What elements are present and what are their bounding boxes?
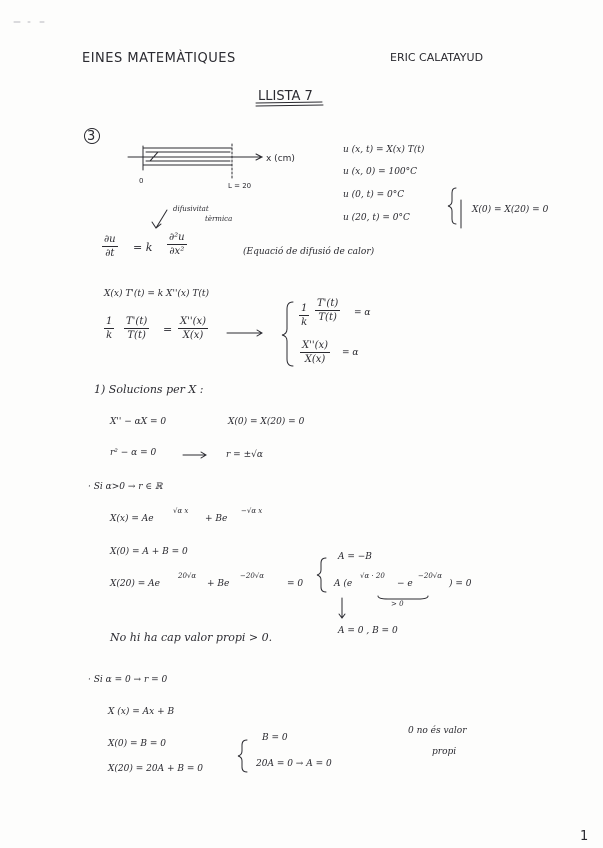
- sep-x-den: X(x): [182, 330, 204, 341]
- annotation-line2: tèrmica: [205, 215, 233, 223]
- sep-eq: =: [163, 323, 173, 336]
- system-factor-b-exp: −20√α: [418, 572, 442, 580]
- system-brace: [282, 302, 293, 366]
- case-zero-x0: X(0) = B = 0: [108, 739, 167, 749]
- annotation-line1: difusivitat: [173, 205, 209, 213]
- general-sol-a-exp: √α x: [173, 507, 189, 515]
- page-title: LLISTA 7: [258, 89, 313, 104]
- sys1-k-den: k: [301, 317, 308, 328]
- bc-x20-eq: = 0: [287, 579, 304, 589]
- sys1-k-num: 1: [301, 303, 308, 314]
- sys2-den: X(x): [304, 354, 326, 365]
- condition-separation: u (x, t) = X(x) T(t): [343, 145, 425, 155]
- ode-equation: X'' − αX = 0: [110, 417, 167, 427]
- rod-length-label: L = 20: [228, 182, 252, 190]
- case-zero-brace: [238, 740, 247, 772]
- pde-rhs-num: ∂²u: [169, 232, 185, 243]
- ode-boundary: X(0) = X(20) = 0: [228, 417, 305, 427]
- title-underline-2: [256, 105, 323, 106]
- sys1-num: T'(t): [317, 298, 339, 309]
- bc-x0: X(0) = A + B = 0: [110, 547, 188, 557]
- general-sol-a: X(x) = Ae: [110, 514, 154, 524]
- pde-note: (Equació de difusió de calor): [243, 247, 375, 257]
- condition-brace: [448, 188, 456, 224]
- page-number: 1: [580, 829, 589, 844]
- case-zero-x20: X(20) = 20A + B = 0: [108, 764, 203, 774]
- char-equation: r² − α = 0: [110, 448, 157, 458]
- case-positive-title: · Si α>0 → r ∈ ℝ: [88, 482, 163, 492]
- sys1-rhs: = α: [354, 308, 371, 318]
- sep-t-den: T(t): [127, 330, 146, 341]
- case-positive-result: A = 0 , B = 0: [338, 626, 398, 636]
- rod-origin-label: 0: [139, 177, 144, 185]
- system-a-eq-minus-b: A = −B: [338, 552, 372, 562]
- general-sol-b: + Be: [205, 514, 228, 524]
- pde-eq: = k: [133, 241, 153, 254]
- bc-x20-b-exp: −20√α: [240, 572, 264, 580]
- condition-left: u (0, t) = 0°C: [343, 190, 405, 200]
- sep-x-num: X''(x): [180, 316, 207, 327]
- sep-t-num: T'(t): [126, 316, 148, 327]
- title-underline-1: [256, 102, 322, 103]
- bc-x20-b: + Be: [207, 579, 230, 589]
- case-zero-note-line1: 0 no és valor: [408, 726, 467, 736]
- pde-lhs-den: ∂t: [105, 248, 115, 259]
- author-name: ERIC CALATAYUD: [390, 51, 484, 64]
- system-factor-eq: ) = 0: [449, 579, 472, 589]
- bc-x20-a: X(20) = Ae: [110, 579, 160, 589]
- sys2-rhs: = α: [342, 348, 359, 358]
- system-factor-a-exp: √α · 20: [360, 572, 385, 580]
- case-zero-note-line2: propi: [432, 747, 457, 757]
- boundary-condition: X(0) = X(20) = 0: [472, 205, 549, 215]
- implies-arrow-system: [227, 330, 262, 336]
- sys2-num: X''(x): [302, 340, 329, 351]
- sep-k-num: 1: [106, 316, 113, 327]
- general-sol-b-exp: −√α x: [241, 507, 263, 515]
- case-positive-brace: [317, 558, 326, 592]
- sys1-den: T(t): [318, 312, 337, 323]
- case-zero-sys2: 20A = 0 → A = 0: [256, 759, 332, 769]
- case-zero-general: X (x) = Ax + B: [108, 707, 175, 717]
- char-root: r = ±√α: [226, 450, 263, 460]
- case-zero-sys1: B = 0: [262, 733, 288, 743]
- condition-initial: u (x, 0) = 100°C: [343, 167, 418, 177]
- separated-equation: X(x) T'(t) = k X''(x) T(t): [104, 289, 210, 299]
- problem-circle: [85, 129, 100, 144]
- case-zero-title: · Si α = 0 → r = 0: [88, 675, 168, 685]
- annotation-arrow: [156, 210, 167, 228]
- system-factor-a: A (e: [334, 579, 353, 589]
- condition-right: u (20, t) = 0°C: [343, 213, 410, 223]
- system-positive-note: > 0: [391, 600, 404, 608]
- pde-rhs-den: ∂x²: [169, 246, 185, 257]
- positive-underbrace: [378, 596, 428, 599]
- case-positive-conclusion: No hi ha cap valor propi > 0.: [110, 631, 273, 644]
- part1-heading: 1) Solucions per X :: [94, 383, 204, 396]
- course-name: EINES MATEMÀTIQUES: [82, 51, 236, 66]
- implies-arrow-down: [339, 598, 345, 618]
- sep-k-den: k: [106, 330, 113, 341]
- problem-number: 3: [87, 129, 96, 144]
- pde-lhs-num: ∂u: [104, 234, 116, 245]
- implies-arrow-root: [183, 452, 206, 458]
- rod-axis-label: x (cm): [266, 154, 295, 164]
- system-factor-b: − e: [397, 579, 413, 589]
- bc-x20-a-exp: 20√α: [178, 572, 197, 580]
